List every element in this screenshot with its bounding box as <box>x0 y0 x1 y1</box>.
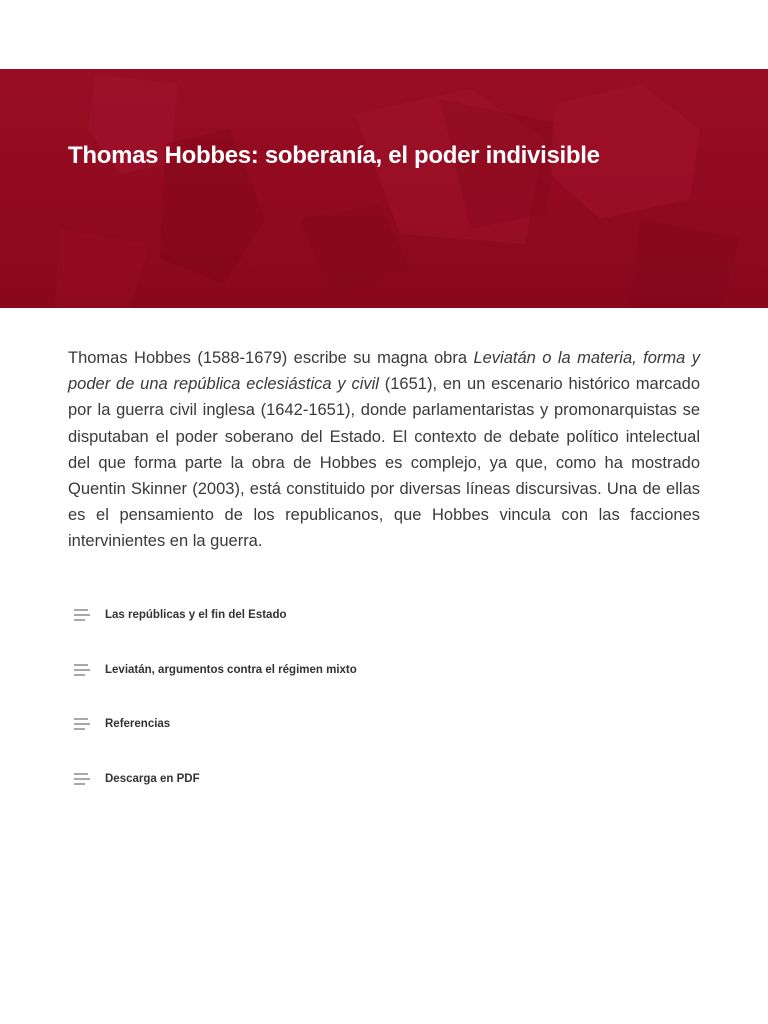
text-lines-icon <box>72 663 90 677</box>
hero-background-pattern <box>0 69 768 308</box>
page-title: Thomas Hobbes: soberanía, el poder indivisible <box>68 142 600 169</box>
toc-item-label: Las repúblicas y el fin del Estado <box>105 609 287 622</box>
text-lines-icon <box>72 717 90 731</box>
toc-item[interactable] <box>72 643 692 698</box>
toc-item-label: Descarga en PDF <box>105 772 200 785</box>
toc-item[interactable] <box>72 588 692 643</box>
table-of-contents <box>72 588 692 806</box>
intro-text-end: (1651), en un escenario histórico marcado por la guerra civil inglesa (1642-1651), donde parlamentaristas y promonarquistas se disputaban el poder soberano del Estado. El contexto de debate político intelectual del que forma parte la obra de Hobbes es complejo, ya que, como ha mostrado Quentin Skinner (2003), está constituido por diversas líneas discursivas. Una de ellas es el pensamiento de los republicanos, que Hobbes vincula con las facciones intervinientes en la guerra. <box>68 375 700 551</box>
toc-item[interactable] <box>72 752 692 807</box>
toc-item[interactable] <box>72 697 692 752</box>
toc-item-label: Leviatán, argumentos contra el régimen mixto <box>105 663 357 676</box>
intro-paragraph <box>68 345 700 555</box>
toc-item-label: Referencias <box>105 718 171 731</box>
hero-banner <box>0 69 768 308</box>
text-lines-icon <box>72 608 90 622</box>
book-title: Leviatán o la materia, forma y poder de una república eclesiástica y civil <box>68 349 700 394</box>
text-lines-icon <box>72 772 90 786</box>
intro-text-start: Thomas Hobbes (1588-1679) escribe su magna obra <box>68 349 474 367</box>
